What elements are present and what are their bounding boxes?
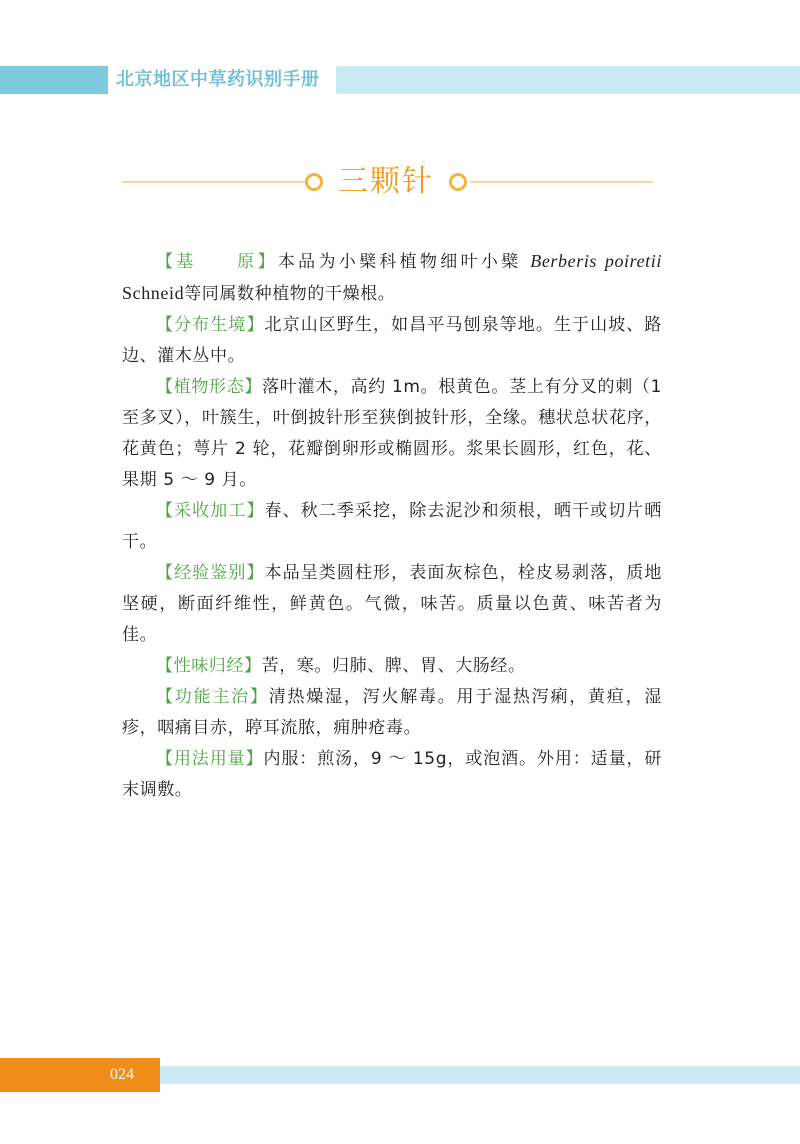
entry-tag: 【采收加工】: [156, 501, 265, 521]
entry-text: 等同属数种植物的干燥根。: [184, 284, 396, 304]
entry-tag: 【基 原】: [156, 252, 278, 272]
footer-band: [160, 1066, 800, 1084]
latin-author: Schneid: [122, 283, 185, 303]
ring-ornament-left-icon: [305, 173, 323, 191]
ring-ornament-right-icon: [449, 173, 467, 191]
entry-tag: 【性味归经】: [156, 656, 262, 676]
entry-content: [122, 246, 662, 806]
entry-text: 本品呈类圆柱形，表面灰棕色，栓皮易剥落，质地坚硬，断面纤维性，鲜黄色。气微，味苦。质量以色黄、味苦者为佳。: [122, 563, 662, 645]
title-divider-right: [470, 181, 653, 183]
page-number: 024: [0, 1058, 160, 1092]
entry-tag: 【经验鉴别】: [156, 563, 265, 583]
latin-name: Berberis poiretii: [530, 251, 662, 271]
entry-properties: [122, 651, 662, 682]
entry-functions: [122, 682, 662, 744]
entry-tag: 【功能主治】: [156, 687, 269, 707]
header-band: [336, 66, 800, 94]
entry-text: 落叶灌木，高约 1m。根黄色。茎上有分叉的刺（1 至多叉），叶簇生，叶倒披针形至狭倒披针形，全缘。穗状总状花序，花黄色；萼片 2 轮，花瓣倒卵形或椭圆形。浆果长圆形，红色，花、果期 5 ～ 9 月。: [122, 377, 662, 490]
entry-text: 北京山区野生，如昌平马刨泉等地。生于山坡、路边、灌木丛中。: [122, 315, 662, 366]
entry-dosage: [122, 744, 662, 806]
entry-tag: 【分布生境】: [156, 315, 265, 335]
entry-morphology: [122, 372, 662, 496]
entry-text: 本品为小檗科植物细叶小檗: [277, 252, 531, 272]
title-divider-left: [122, 181, 312, 183]
page-title: 三颗针: [338, 164, 434, 199]
entry-tag: 【植物形态】: [156, 377, 263, 397]
entry-distribution: [122, 310, 662, 372]
entry-text: 清热燥湿，泻火解毒。用于湿热泻痢，黄疸，湿疹，咽痛目赤，聤耳流脓，痈肿疮毒。: [122, 687, 662, 738]
entry-tag: 【用法用量】: [156, 749, 264, 769]
entry-harvest: [122, 496, 662, 558]
entry-text: 春、秋二季采挖，除去泥沙和须根，晒干或切片晒干。: [122, 501, 662, 552]
header-color-block: [0, 66, 108, 94]
entry-origin: [122, 246, 662, 310]
entry-text: 苦，寒。归肺、脾、胃、大肠经。: [261, 656, 526, 676]
entry-identification: [122, 558, 662, 651]
book-title: 北京地区中草药识别手册: [108, 66, 336, 94]
entry-text: 内服：煎汤，9 ～ 15g，或泡酒。外用：适量，研末调敷。: [122, 749, 663, 800]
